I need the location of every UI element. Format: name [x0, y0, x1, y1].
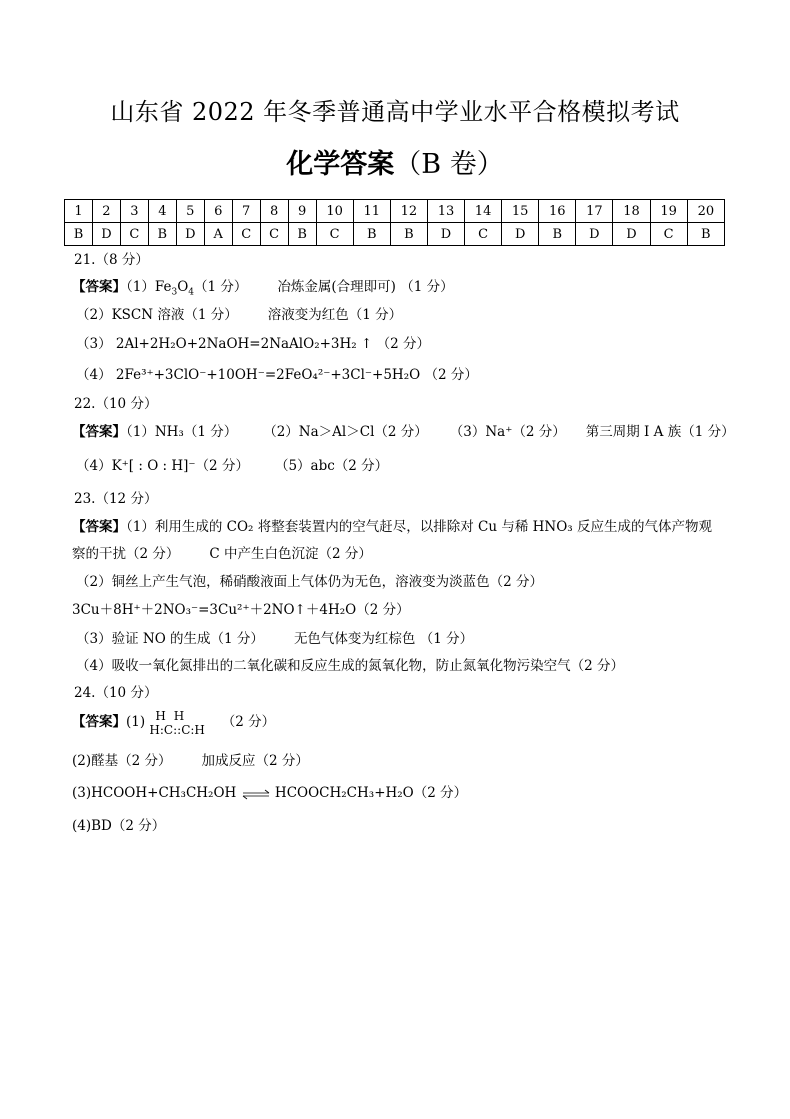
subtitle-paren: （B 卷）: [394, 149, 504, 180]
q22-part5: （5）abc（2 分）: [274, 458, 389, 474]
question-number-cell: 13: [427, 200, 464, 223]
q21-line-4: （4） 2Fe³⁺+3ClO⁻+10OH⁻=2FeO₄²⁻+3Cl⁻+5H₂O （2 分）: [76, 367, 478, 383]
answer-cell: A: [204, 223, 232, 246]
q21-part1-score: （1 分）: [194, 279, 248, 295]
q22-part1: （1）NH₃（1 分）: [126, 424, 238, 440]
q24-line-2: [72, 751, 309, 771]
q21-part1-sub-3: 3: [171, 287, 178, 298]
answer-label: 【答案】: [72, 714, 126, 730]
q23-part3-purpose: （3）验证 NO 的生成（1 分）: [76, 631, 264, 647]
answer-cell: B: [390, 223, 427, 246]
answer-label: 【答案】: [72, 519, 126, 535]
answer-table-number-row: [65, 200, 725, 223]
question-number-cell: 3: [120, 200, 148, 223]
q24-heading: 24.（10 分）: [74, 685, 158, 701]
question-number-cell: 8: [260, 200, 288, 223]
q23-line-2: [72, 544, 372, 564]
q22-part4: （4）K⁺[ : O : H]⁻（2 分）: [76, 458, 249, 474]
q23-part1-text: （1）利用生成的 CO₂ 将整套装置内的空气赶尽，以排除对 Cu 与稀 HNO₃ 反应生成的气体产物观: [126, 519, 712, 535]
q22-heading: 22.（10 分）: [74, 396, 158, 412]
q23-part1-phenomenon: C 中产生白色沉淀（2 分）: [209, 546, 372, 562]
q22-line-2: [76, 456, 388, 476]
q24-line-1: [72, 709, 276, 744]
q24-line-3: [72, 783, 467, 803]
question-number-cell: 11: [353, 200, 390, 223]
question-number-cell: 7: [232, 200, 260, 223]
question-number-cell: 18: [613, 200, 650, 223]
q21-heading: 21.（8 分）: [74, 252, 149, 268]
q21-part1-sub-4: 4: [188, 287, 195, 298]
question-number-cell: 1: [65, 200, 93, 223]
q24-part2-reaction-type: 加成反应（2 分）: [201, 753, 309, 769]
answer-cell: B: [65, 223, 93, 246]
q21-line-2: [76, 305, 402, 325]
question-number-cell: 4: [148, 200, 176, 223]
q23-line-3: （2）铜丝上产生气泡，稀硝酸液面上气体仍为无色，溶液变为淡蓝色（2 分）: [76, 574, 543, 590]
q24-line-4: (4)BD（2 分）: [72, 818, 166, 834]
q21-line-3: （3） 2Al+2H₂O+2NaOH=2NaAlO₂+3H₂ ↑ （2 分）: [76, 336, 430, 352]
q24-part1-score: （2 分）: [221, 714, 276, 730]
structure-top-hydrogens: H H: [155, 709, 187, 723]
answer-cell: D: [92, 223, 120, 246]
answer-label: 【答案】: [72, 279, 126, 295]
question-number-cell: 2: [92, 200, 120, 223]
q21-part1-formula-a: （1）Fe: [126, 279, 172, 295]
answer-cell: D: [502, 223, 539, 246]
answer-table: [64, 199, 725, 246]
answer-cell: D: [427, 223, 464, 246]
q22-part3: （3）Na⁺（2 分）: [449, 424, 566, 440]
page-subtitle: [0, 142, 790, 181]
q24-part3-products: HCOOCH₂CH₃+H₂O（2 分）: [274, 785, 468, 801]
answer-cell: C: [260, 223, 288, 246]
q22-period-group: 第三周期 I A 族（1 分）: [585, 424, 735, 440]
answer-cell: B: [687, 223, 724, 246]
q23-line-1: [72, 517, 712, 537]
answer-cell: B: [353, 223, 390, 246]
page-title: 山东省 2022 年冬季普通高中学业水平合格模拟考试: [110, 98, 680, 126]
q23-heading: 23.（12 分）: [74, 491, 158, 507]
question-number-cell: 20: [687, 200, 724, 223]
q21-part1-use: 冶炼金属(合理即可) （1 分）: [277, 279, 454, 295]
answer-cell: B: [148, 223, 176, 246]
question-number-cell: 14: [465, 200, 502, 223]
answer-cell: D: [613, 223, 650, 246]
q23-line-4: 3Cu＋8H⁺＋2NO₃⁻=3Cu²⁺＋2NO↑＋4H₂O（2 分）: [72, 602, 410, 618]
q24-part2-functional-group: (2)醛基（2 分）: [72, 753, 172, 769]
q21-part2-reagent: （2）KSCN 溶液（1 分）: [76, 307, 238, 323]
q23-line-6: （4）吸收一氧化氮排出的二氧化碳和反应生成的氮氧化物，防止氮氧化物污染空气（2 分）: [76, 658, 624, 674]
question-number-cell: 17: [576, 200, 613, 223]
answer-cell: C: [120, 223, 148, 246]
q21-part2-phenomenon: 溶液变为红色（1 分）: [267, 307, 403, 323]
answer-label: 【答案】: [72, 424, 126, 440]
question-number-cell: 6: [204, 200, 232, 223]
question-number-cell: 16: [539, 200, 576, 223]
answer-cell: C: [232, 223, 260, 246]
answer-cell: B: [288, 223, 316, 246]
ethylene-electron-dot-structure: [149, 706, 209, 736]
question-number-cell: 15: [502, 200, 539, 223]
q23-part3-phenomenon: 无色气体变为红棕色 （1 分）: [293, 631, 474, 647]
q23-line-5: [76, 629, 473, 649]
q24-part1-prefix: (1): [126, 714, 146, 730]
answer-cell: D: [176, 223, 204, 246]
q23-part1-tail: 察的干扰（2 分）: [72, 546, 180, 562]
question-number-cell: 5: [176, 200, 204, 223]
answer-cell: C: [465, 223, 502, 246]
question-number-cell: 19: [650, 200, 687, 223]
answer-cell: C: [650, 223, 687, 246]
reversible-reaction-arrow-icon: [241, 785, 271, 803]
question-number-cell: 12: [390, 200, 427, 223]
q22-part2: （2）Na＞Al＞Cl（2 分）: [263, 424, 428, 440]
question-number-cell: 9: [288, 200, 316, 223]
subtitle-main: 化学答案: [286, 149, 395, 180]
q22-line-1: [72, 422, 735, 442]
question-number-cell: 10: [316, 200, 353, 223]
answer-table-answer-row: [65, 223, 725, 246]
answer-cell: D: [576, 223, 613, 246]
answer-cell: B: [539, 223, 576, 246]
answer-cell: C: [316, 223, 353, 246]
q24-part3-reactants: (3)HCOOH+CH₃CH₂OH: [72, 785, 237, 801]
q21-part1-formula-b: O: [177, 279, 189, 295]
q21-line-1: [72, 277, 454, 297]
structure-main-line: H:C::C:H: [149, 723, 205, 737]
